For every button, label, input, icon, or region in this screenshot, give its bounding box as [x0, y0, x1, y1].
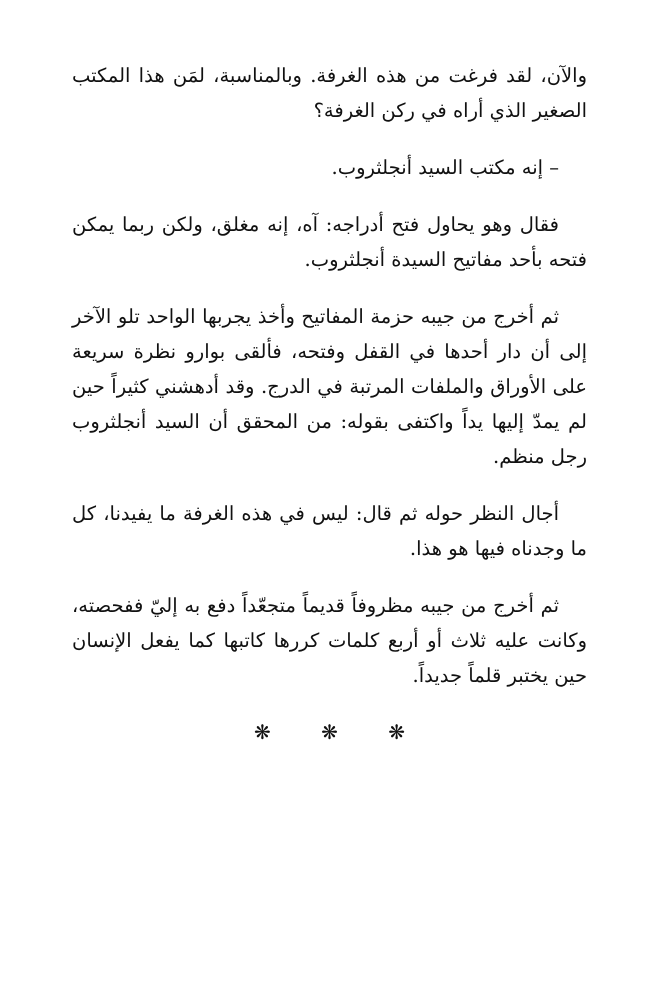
dialogue-line: – إنه مكتب السيد أنجلثروب. — [331, 156, 559, 179]
paragraph-5: أجال النظر حوله ثم قال: ليس في هذه الغرفة ما يفيدنا، كل ما وجدناه فيها هو هذا. — [72, 502, 587, 560]
paragraph-3: فقال وهو يحاول فتح أدراجه: آه، إنه مغلق، ولكن ربما يمكن فتحه بأحد مفاتيح السيدة أنجلثروب. — [72, 213, 587, 271]
paragraph-1: والآن، لقد فرغت من هذه الغرفة. وبالمناسبة، لمَن هذا المكتب الصغير الذي أراه في ركن الغرفة؟ — [72, 64, 587, 122]
section-separator: ❋ ❋ ❋ — [254, 720, 427, 744]
book-page — [72, 58, 587, 750]
paragraph-6: ثم أخرج من جيبه مظروفاً قديماً متجعّداً دفع به إليّ ففحصته، وكانت عليه ثلاث أو أربع كلمات كررها كاتبها كما يفعل الإنسان حين يختبر قلماً جديداً. — [72, 594, 587, 687]
paragraph-4: ثم أخرج من جيبه حزمة المفاتيح وأخذ يجربها الواحد تلو الآخر إلى أن دار أحدها في القفل وفتحه، فألقى بوارو نظرة سريعة على الأوراق والملفات المرتبة في الدرج. وقد أدهشني كثيراً حين لم يمدّ إليها يداً واكتفى بقوله: من المحقق أن السيد أنجلثروب رجل منظم. — [72, 305, 587, 468]
